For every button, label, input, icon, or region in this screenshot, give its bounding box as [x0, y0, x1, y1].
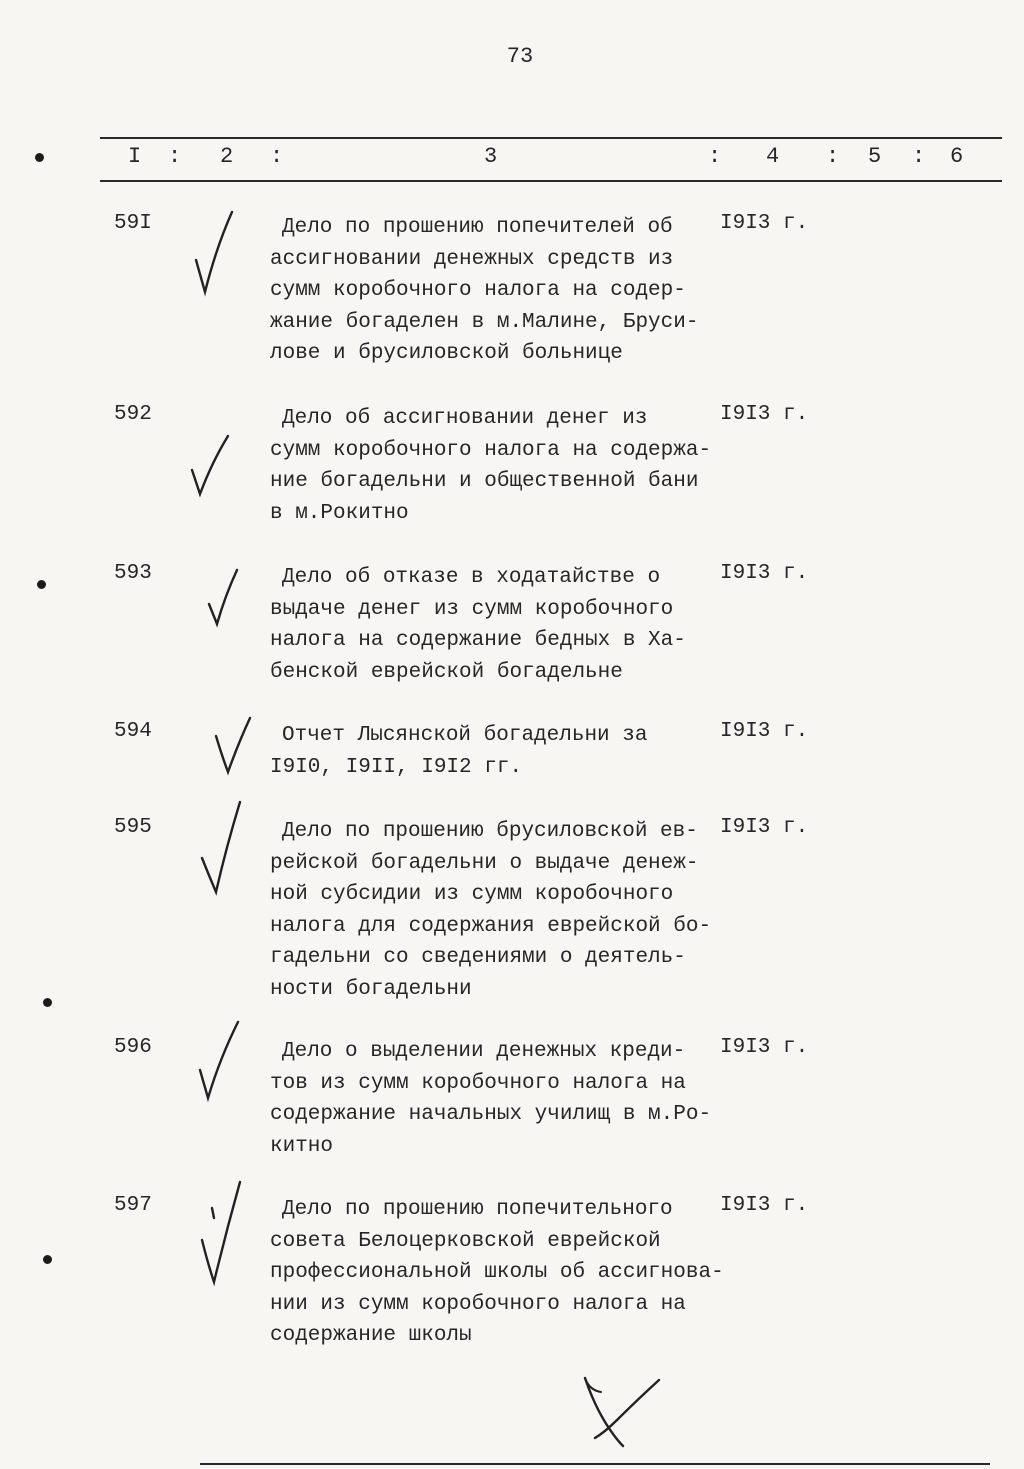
description-line: Дело о выделении денежных креди- [282, 1040, 686, 1063]
description-line: ассигновании денежных средств из [270, 247, 674, 271]
handwritten-scribble-icon [575, 1372, 665, 1457]
punch-hole [35, 153, 44, 162]
entry-year: I9I3 г. [720, 212, 809, 235]
description-line: тов из сумм коробочного налога на [270, 1071, 686, 1095]
entry-number: 595 [114, 816, 152, 839]
description-line: Отчет Лысянской богадельни за [282, 724, 648, 747]
entry-description [270, 403, 720, 529]
description-line: Дело об ассигновании денег из [282, 407, 648, 430]
description-line: сумм коробочного налога на содержа- [270, 438, 712, 462]
description-line: в м.Рокитно [270, 501, 409, 525]
checkmark-icon [188, 432, 238, 502]
column-header-5: 5 [868, 144, 882, 169]
page-bottom-edge [200, 1463, 990, 1465]
punch-hole [43, 998, 52, 1007]
description-line: ной субсидии из сумм коробочного [270, 883, 674, 906]
description-line: совета Белоцерковской еврейской [270, 1229, 661, 1253]
entry-description [270, 816, 720, 1005]
page-number: 73 [506, 44, 534, 69]
column-separator: : [168, 144, 182, 169]
column-header-6: 6 [950, 144, 964, 169]
description-line: налога на содержание бедных в Ха- [270, 629, 686, 652]
description-line: профессиональной школы об ассигнова- [270, 1261, 724, 1284]
checkmark-icon [198, 798, 248, 898]
description-line: ние богадельни и общественной бани [270, 470, 699, 493]
description-line: лове и брусиловской больнице [270, 342, 623, 365]
entry-number: 597 [114, 1194, 152, 1217]
entry-description [270, 562, 720, 688]
column-separator: : [826, 144, 840, 169]
checkmark-icon [212, 716, 257, 786]
entry-description [270, 1036, 720, 1162]
entry-year: I9I3 г. [720, 403, 809, 426]
description-line: I9I0, I9II, I9I2 гг. [270, 755, 523, 779]
description-line: жание богаделен в м.Малине, Бруси- [270, 310, 699, 334]
description-line: налога для содержания еврейской бо- [270, 914, 712, 938]
entry-year: I9I3 г. [720, 720, 809, 743]
description-line: содержание начальных училищ в м.Ро- [270, 1103, 712, 1126]
punch-hole [37, 580, 46, 589]
description-line: Дело по прошению попечителей об [282, 216, 673, 239]
entry-number: 594 [114, 720, 152, 743]
column-separator: : [270, 144, 284, 169]
description-line: рейской богадельни о выдаче денеж- [270, 851, 699, 875]
checkmark-icon [190, 208, 240, 298]
entry-year: I9I3 г. [720, 1036, 809, 1059]
description-line: Дело об отказе в ходатайстве о [282, 566, 661, 589]
column-header-2: 2 [220, 144, 234, 169]
column-separator: : [912, 144, 926, 169]
checkmark-icon [205, 566, 245, 631]
punch-hole [43, 1255, 52, 1264]
entry-year: I9I3 г. [720, 816, 809, 839]
description-line: гадельни со сведениями о деятель- [270, 946, 686, 969]
description-line: китно [270, 1134, 334, 1158]
entry-number: 59I [114, 212, 152, 235]
description-line: ности богадельни [270, 977, 472, 1001]
entry-description [270, 1194, 724, 1352]
column-header-1: I [128, 144, 142, 169]
description-line: выдаче денег из сумм коробочного [270, 597, 674, 621]
description-line: бенской еврейской богадельне [270, 660, 623, 684]
entry-year: I9I3 г. [720, 1194, 809, 1217]
table-header-rule [100, 180, 1002, 182]
entry-number: 593 [114, 562, 152, 585]
checkmark-icon [196, 1018, 246, 1103]
entry-description [270, 720, 720, 783]
column-header-3: 3 [484, 144, 498, 169]
column-header-4: 4 [766, 144, 780, 169]
description-line: содержание школы [270, 1324, 472, 1347]
entry-number: 592 [114, 403, 152, 426]
entry-year: I9I3 г. [720, 562, 809, 585]
entry-number: 596 [114, 1036, 152, 1059]
column-separator: : [708, 144, 722, 169]
table-top-rule [100, 137, 1002, 139]
column-header-row [0, 144, 1024, 174]
entry-description [270, 212, 720, 370]
description-line: Дело по прошению брусиловской ев- [282, 820, 698, 843]
description-line: сумм коробочного налога на содер- [270, 279, 686, 302]
description-line: Дело по прошению попечительного [282, 1198, 673, 1221]
checkmark-icon [198, 1178, 248, 1288]
description-line: нии из сумм коробочного налога на [270, 1292, 686, 1316]
